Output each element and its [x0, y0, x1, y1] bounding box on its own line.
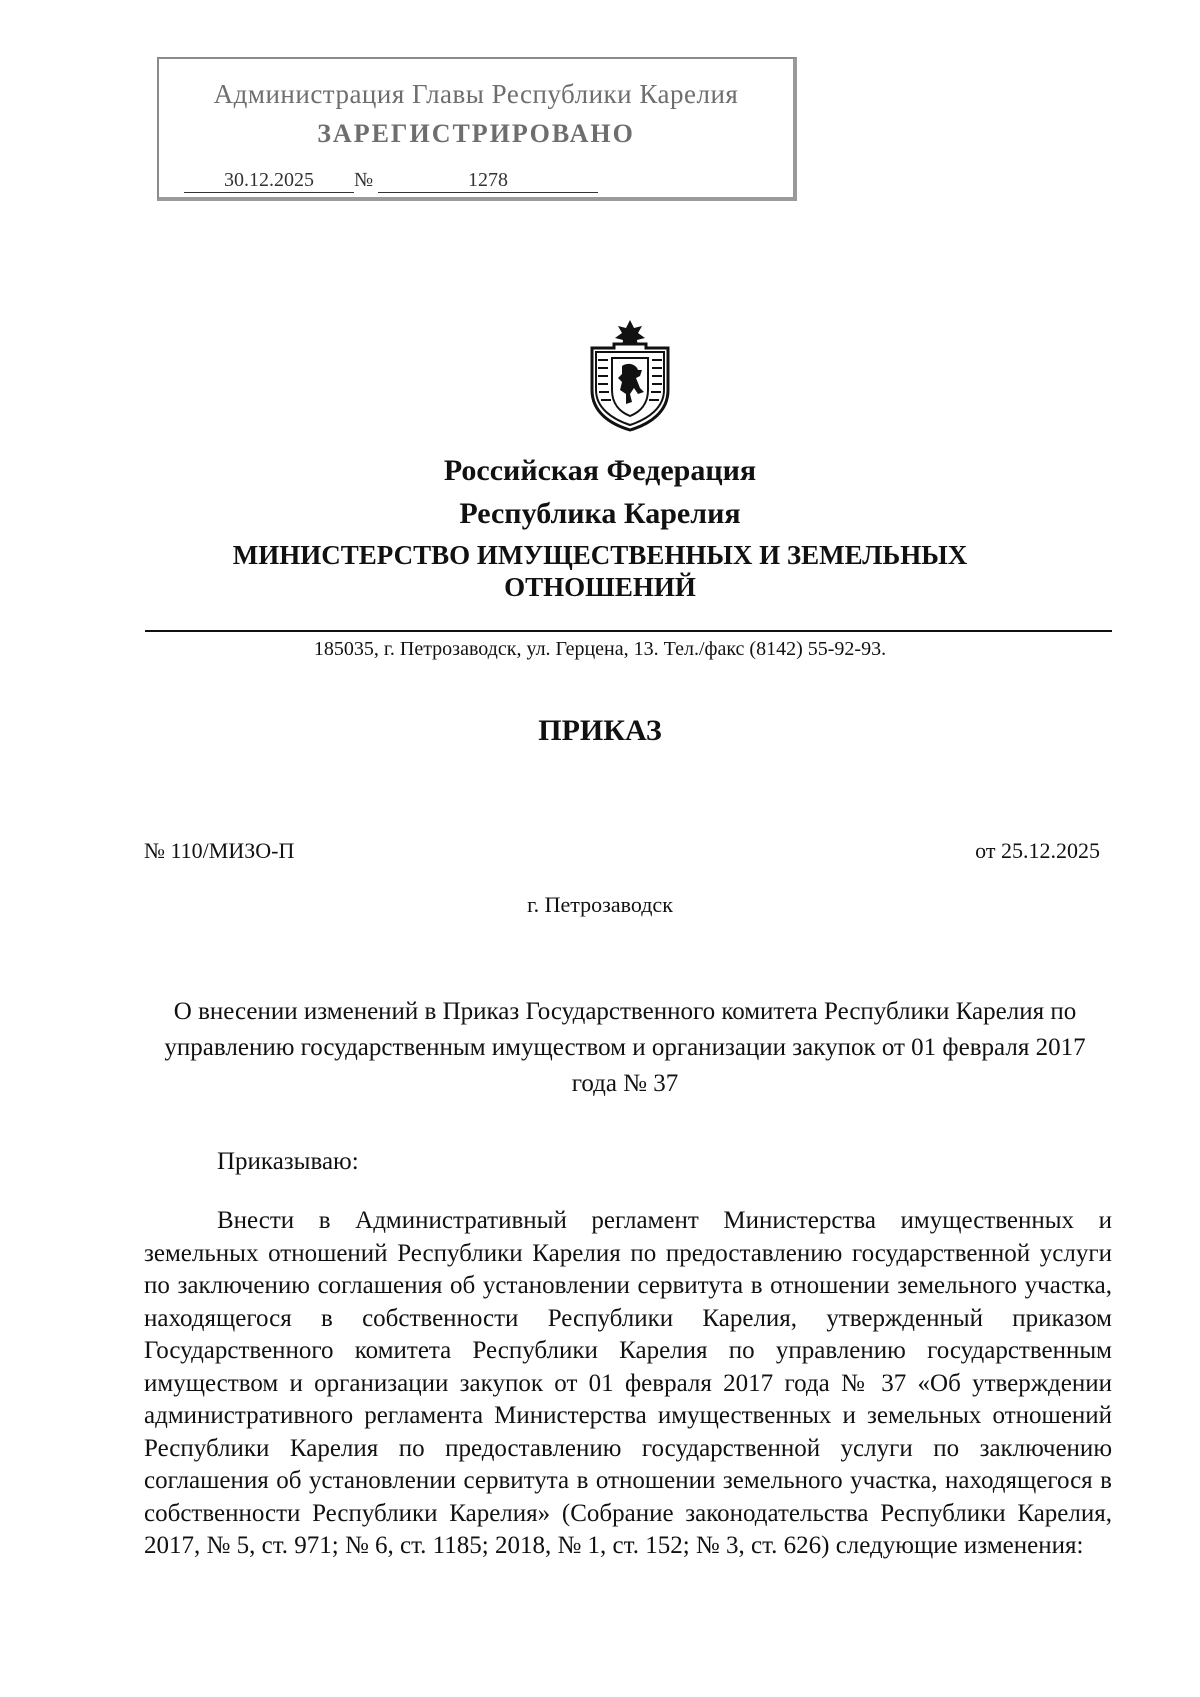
document-type: ПРИКАЗ	[538, 714, 662, 747]
republic-heading: Республика Карелия	[459, 497, 741, 530]
stamp-number-label: №	[354, 169, 374, 191]
document-subject: О внесении изменений в Приказ Государственного комитета Республики Карелия по управлению государственным имуществом и организации закупок от 01 февраля 2017 года № 37	[164, 998, 1086, 1097]
order-word: Приказываю:	[217, 1148, 359, 1175]
document-number: № 110/МИЗО-П	[144, 838, 295, 863]
header-divider	[145, 630, 1112, 632]
stamp-date: 30.12.2025	[184, 169, 354, 193]
document-date: от 25.12.2025	[975, 838, 1100, 863]
ministry-address: 185035, г. Петрозаводск, ул. Герцена, 13. Тел./факс (8142) 55-92-93.	[313, 638, 887, 660]
coat-of-arms-icon	[584, 318, 676, 432]
document-body: Внести в Административный регламент Министерства имущественных и земельных отношений Республики Карелия по предоставлению государственной услуги по заключению соглашения об установлении сервитута в отношении земельного участка, находящегося в собственности Республики Карелия, утвержденный приказом Государственного комитета Республики Карелия по управлению государственным имуществом и организации закупок от 01 февраля 2017 года № 37 «Об утверждении административного регламента Министерства имущественных и земельных отношений Республики Карелия по предоставлению государственной услуги по заключению соглашения об установлении сервитута в отношении земельного участка, находящегося в собственности Республики Карелия» (Собрание законодательства Республики Карелия, 2017, № 5, ст. 971; № 6, ст. 1185; 2018, № 1, ст. 152; № 3, ст. 626) следующие изменения:	[144, 1207, 1112, 1559]
stamp-registration-row	[184, 169, 598, 193]
ministry-heading-line1: МИНИСТЕРСТВО ИМУЩЕСТВЕННЫХ И ЗЕМЕЛЬНЫХ	[232, 540, 968, 570]
document-city: г. Петрозаводск	[527, 892, 673, 917]
stamp-number: 1278	[378, 169, 598, 193]
stamp-authority: Администрация Главы Республики Карелия	[213, 79, 739, 109]
registration-stamp	[157, 57, 797, 201]
stamp-status: ЗАРЕГИСТРИРОВАНО	[317, 119, 635, 148]
ministry-heading-line2: ОТНОШЕНИЙ	[504, 572, 696, 602]
country-heading: Российская Федерация	[443, 454, 757, 487]
